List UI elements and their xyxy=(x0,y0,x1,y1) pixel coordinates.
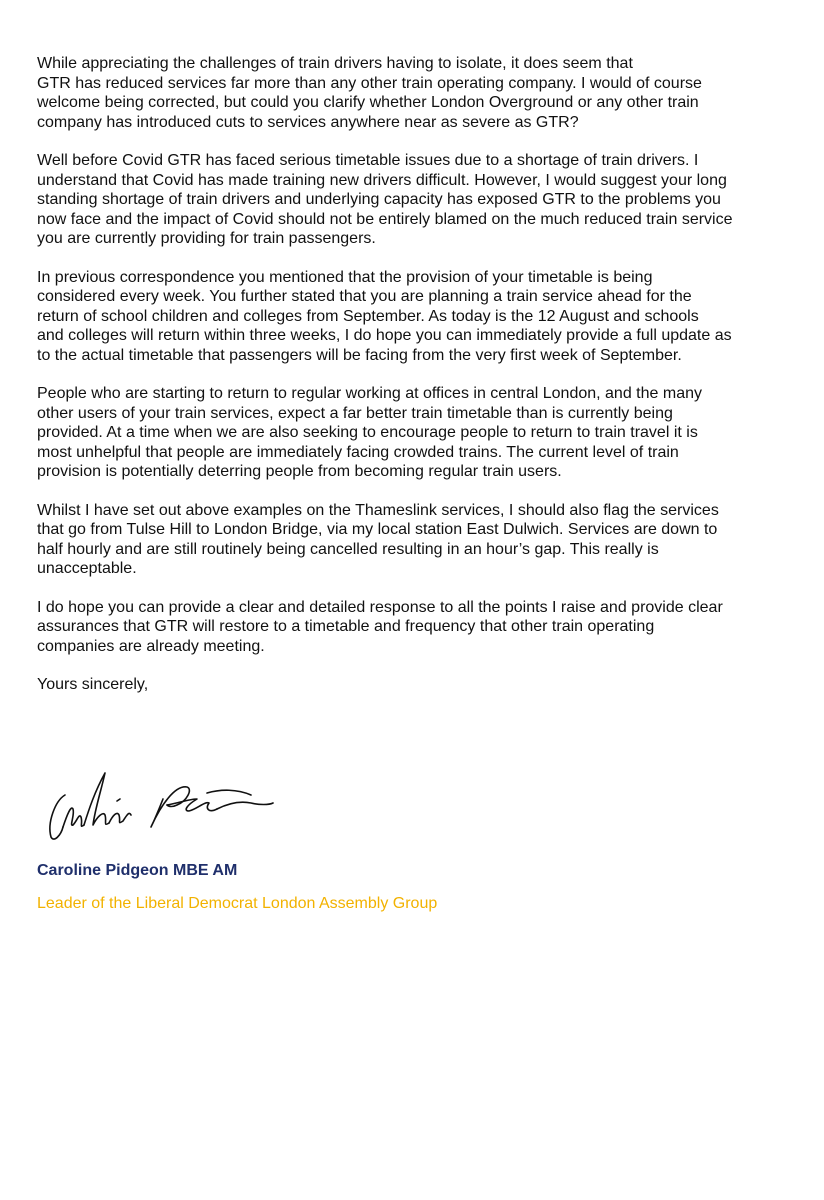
letter-body xyxy=(37,54,807,695)
text-line: company has introduced cuts to services anywhere near as severe as GTR? xyxy=(37,113,579,131)
text-line: While appreciating the challenges of train drivers having to isolate, it does seem that xyxy=(37,55,633,72)
paragraph-3 xyxy=(37,268,807,366)
text-line: to the actual timetable that passengers will be facing from the very first week of September. xyxy=(37,346,682,364)
text-line: welcome being corrected, but could you clarify whether London Overground or any other train xyxy=(37,94,699,111)
paragraph-5 xyxy=(37,501,807,579)
text-line: that go from Tulse Hill to London Bridge, via my local station East Dulwich. Services are down to xyxy=(37,521,718,538)
text-line: now face and the impact of Covid should not be entirely blamed on the much reduced train service xyxy=(37,210,733,228)
paragraph-4 xyxy=(37,384,807,482)
text-line: GTR has reduced services far more than any other train operating company. I would of course xyxy=(37,74,702,92)
text-line: most unhelpful that people are immediately facing crowded trains. The current level of train xyxy=(37,443,679,461)
text-line: In previous correspondence you mentioned that the provision of your timetable is being xyxy=(37,268,653,286)
text-line: unacceptable. xyxy=(37,560,137,577)
text-line: Well before Covid GTR has faced serious timetable issues due to a shortage of train drivers. I xyxy=(37,152,699,169)
text-line: you are currently providing for train passengers. xyxy=(37,230,376,247)
text-line: understand that Covid has made training new drivers difficult. However, I would suggest your long xyxy=(37,171,727,189)
sender-title: Leader of the Liberal Democrat London Assembly Group xyxy=(37,895,438,912)
text-line: standing shortage of train drivers and underlying capacity has exposed GTR to the problems you xyxy=(37,191,721,208)
text-line: People who are starting to return to regular working at offices in central London, and the many xyxy=(37,385,702,402)
text-line: and colleges will return within three weeks, I do hope you can immediately provide a full update as xyxy=(37,327,732,344)
text-line: other users of your train services, expect a far better train timetable than is currently being xyxy=(37,404,673,422)
text-line: provided. At a time when we are also seeking to encourage people to return to train travel it is xyxy=(37,424,698,441)
text-line: assurances that GTR will restore to a timetable and frequency that other train operating xyxy=(37,618,655,635)
closing-salutation: Yours sincerely, xyxy=(37,676,149,693)
text-line: provision is potentially deterring people from becoming regular train users. xyxy=(37,463,562,480)
paragraph-2 xyxy=(37,151,807,249)
text-line: I do hope you can provide a clear and detailed response to all the points I raise and provide clear xyxy=(37,598,723,616)
text-line: half hourly and are still routinely being cancelled resulting in an hour’s gap. This really is xyxy=(37,540,659,558)
handwritten-signature-icon xyxy=(37,765,277,845)
sender-name: Caroline Pidgeon MBE AM xyxy=(37,862,238,879)
text-line: considered every week. You further stated that you are planning a train service ahead for the xyxy=(37,288,692,305)
text-line: return of school children and colleges from September. As today is the 12 August and schools xyxy=(37,307,699,325)
text-line: companies are already meeting. xyxy=(37,637,265,655)
text-line: Whilst I have set out above examples on the Thameslink services, I should also flag the services xyxy=(37,501,719,519)
paragraph-1 xyxy=(37,54,807,132)
paragraph-6 xyxy=(37,598,807,657)
